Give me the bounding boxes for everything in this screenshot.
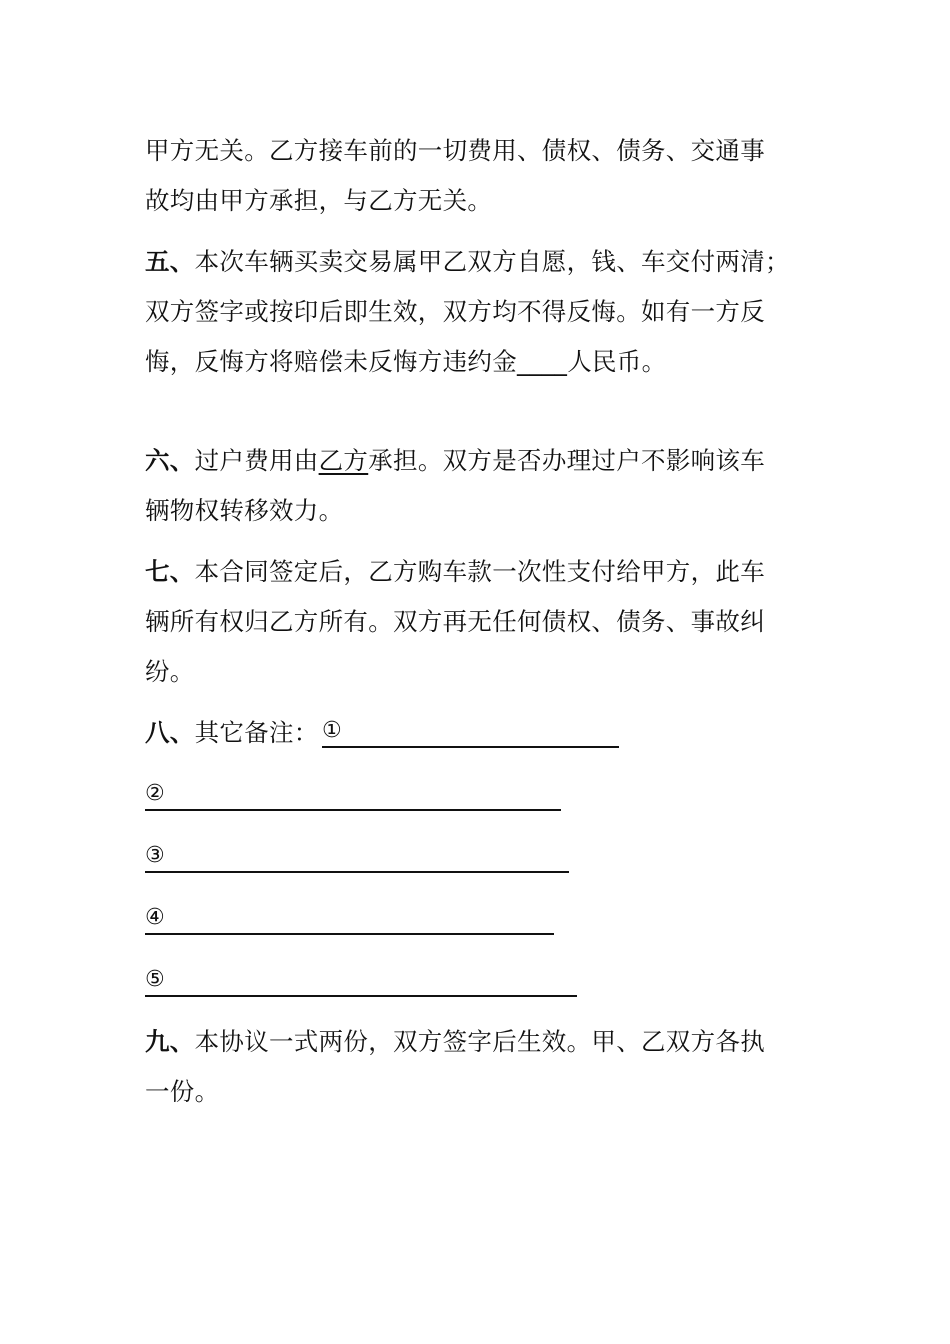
text-line: 悔，反悔方将赔偿未反悔方违约金 [145,347,517,376]
underlined-party: 乙方 [318,446,369,475]
clause-number: 七、 [145,557,195,586]
note-marker: ⑤ [145,967,165,992]
note-marker: ③ [145,843,165,868]
clause-number: 六、 [145,446,195,475]
note-line-1 [322,716,619,748]
text-line: 本次车辆买卖交易属甲乙双方自愿，钱、车交付两清； [194,247,790,276]
text-line: 故均由甲方承担，与乙方无关。 [145,186,493,215]
clause-8 [145,708,345,758]
text-line: 本协议一式两份，双方签字后生效。甲、乙双方各执 [194,1027,766,1056]
note-marker: ② [145,781,165,806]
text-line: 一份。 [145,1077,220,1106]
text-line: 辆所有权归乙方所有。双方再无任何债权、债务、事故纠 [145,607,765,636]
note-line-2 [145,779,561,811]
clause-7 [145,547,795,697]
clause-number: 八、 [145,718,195,747]
clause-9 [145,1017,795,1117]
text-line: 双方签字或按印后即生效，双方均不得反悔。如有一方反 [145,297,765,326]
text-line: 纷。 [145,657,195,686]
note-line-3 [145,841,569,873]
clause-number: 五、 [145,247,195,276]
clause-6 [145,436,795,536]
text-line: 承担。双方是否办理过户不影响该车 [368,446,766,475]
text-line: 过户费用由 [194,446,319,475]
note-line-5 [145,965,577,997]
note-marker: ① [322,718,342,743]
penalty-amount-blank: ____ [517,347,568,376]
note-marker: ④ [145,905,165,930]
text-line: 人民币。 [567,347,667,376]
text-line: 甲方无关。乙方接车前的一切费用、债权、债务、交通事 [145,136,765,165]
text-line: 辆物权转移效力。 [145,496,344,525]
clause-5 [145,237,795,387]
text-line: 本合同签定后，乙方购车款一次性支付给甲方，此车 [194,557,766,586]
paragraph-continuation [145,126,795,226]
notes-label: 其它备注： [194,718,319,747]
note-line-4 [145,903,554,935]
clause-number: 九、 [145,1027,195,1056]
